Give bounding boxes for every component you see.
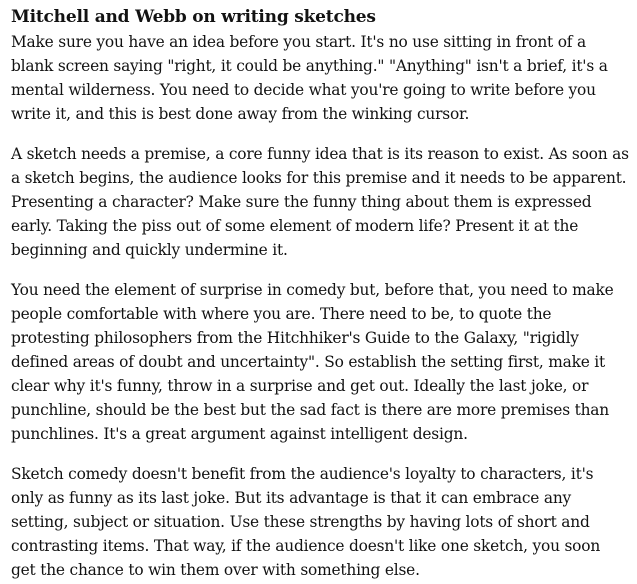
article-body <box>11 30 629 582</box>
article-paragraph: Sketch comedy doesn't benefit from the audience's loyalty to characters, it's only as funny as its last joke. But its advantage is that it can embrace any setting, subject or situation. Use these strengths by having lots of short and contrasting items. That way, if the audience doesn't like one sketch, you soon get the chance to win them over with something else. <box>11 465 601 579</box>
article-paragraph: Make sure you have an idea before you start. It's no use sitting in front of a blank screen saying "right, it could be anything." "Anything" isn't a brief, it's a mental wilderness. You need to decide what you're going to write before you write it, and this is best done away from the winking cursor. <box>11 33 608 123</box>
article-title: Mitchell and Webb on writing sketches <box>11 7 376 27</box>
article-paragraph: A sketch needs a premise, a core funny idea that is its reason to exist. As soon as a sketch begins, the audience looks for this premise and it needs to be apparent. Presenting a character? Make sure the funny thing about them is expressed early. Taking the piss out of some element of modern life? Present it at the beginning and quickly undermine it. <box>11 145 629 259</box>
article-paragraph: You need the element of surprise in comedy but, before that, you need to make people comfortable with where you are. There need to be, to quote the protesting philosophers from the Hitchhiker's Guide to the Galaxy, "rigidly defined areas of doubt and uncertainty". So establish the setting first, make it clear why it's funny, throw in a surprise and get out. Ideally the last joke, or punchline, should be the best but the sad fact is there are more premises than punchlines. It's a great argument against intelligent design. <box>11 281 614 443</box>
